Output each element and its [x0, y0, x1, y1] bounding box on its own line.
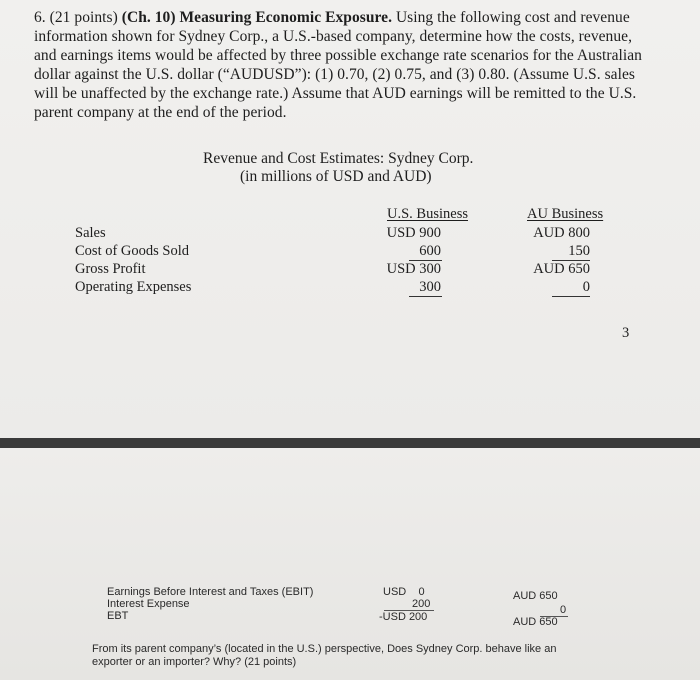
row-label-ebit: Earnings Before Interest and Taxes (EBIT) — [107, 586, 314, 598]
au-cogs-value: 150 — [568, 243, 590, 259]
table-subtitle: (in millions of USD and AUD) — [240, 168, 432, 185]
us-gross-profit-value: USD 300 — [386, 261, 441, 277]
row-label-interest-expense: Interest Expense — [107, 598, 190, 610]
au-sales-value: AUD 800 — [533, 225, 590, 241]
row-label-cogs: Cost of Goods Sold — [75, 243, 190, 259]
us-cogs-value: 600 — [419, 243, 441, 259]
question-line1-text: Using the following cost and revenue — [395, 9, 630, 26]
au-opex-underline — [552, 296, 590, 297]
question-line-3: and earnings items would be affected by three possible exchange rate scenarios for the Australian — [34, 47, 642, 64]
au-gross-profit-value: AUD 650 — [533, 261, 590, 277]
au-interest-value: 0 — [560, 604, 567, 616]
question-line-4: dollar against the U.S. dollar (“AUDUSD”): (1) 0.70, (2) 0.75, and (3) 0.80. (Assume U.S. sales — [34, 66, 635, 83]
question-line-1 — [34, 9, 630, 27]
au-ebit-value: AUD 650 — [513, 590, 558, 602]
us-interest-value: 200 — [412, 598, 431, 610]
page-number: 3 — [622, 325, 630, 341]
us-opex-underline — [409, 296, 442, 297]
followup-question-line-2: exporter or an importer? Why? (21 points) — [92, 656, 297, 668]
au-ebt-value: AUD 650 — [513, 616, 558, 628]
au-business-header: AU Business — [527, 206, 604, 222]
us-business-header: U.S. Business — [387, 206, 468, 222]
us-ebt-value: -USD 200 — [379, 611, 428, 623]
row-label-sales: Sales — [75, 225, 106, 241]
question-line-2: information shown for Sydney Corp., a U.S.-based company, determine how the costs, revenue, — [34, 28, 633, 45]
us-sales-value: USD 900 — [386, 225, 441, 241]
question-line-5: will be unaffected by the exchange rate.) Assume that AUD earnings will be remitted to the U.S. — [34, 85, 637, 102]
question-heading: (Ch. 10) Measuring Economic Exposure. — [121, 9, 392, 26]
us-ebit-value: USD 0 — [383, 586, 425, 598]
row-label-ebt: EBT — [107, 610, 129, 622]
question-points: (21 points) — [49, 9, 118, 26]
row-label-gross-profit: Gross Profit — [75, 261, 146, 277]
row-label-operating-expenses: Operating Expenses — [75, 279, 192, 295]
question-number: 6. — [34, 9, 46, 26]
bottom-page — [0, 448, 700, 680]
us-operating-expenses-value: 300 — [419, 279, 441, 295]
table-title: Revenue and Cost Estimates: Sydney Corp. — [203, 150, 474, 167]
au-operating-expenses-value: 0 — [582, 279, 590, 295]
question-line-6: parent company at the end of the period. — [34, 104, 287, 121]
followup-question-line-1: From its parent company’s (located in the U.S.) perspective, Does Sydney Corp. behave like an — [92, 643, 557, 655]
